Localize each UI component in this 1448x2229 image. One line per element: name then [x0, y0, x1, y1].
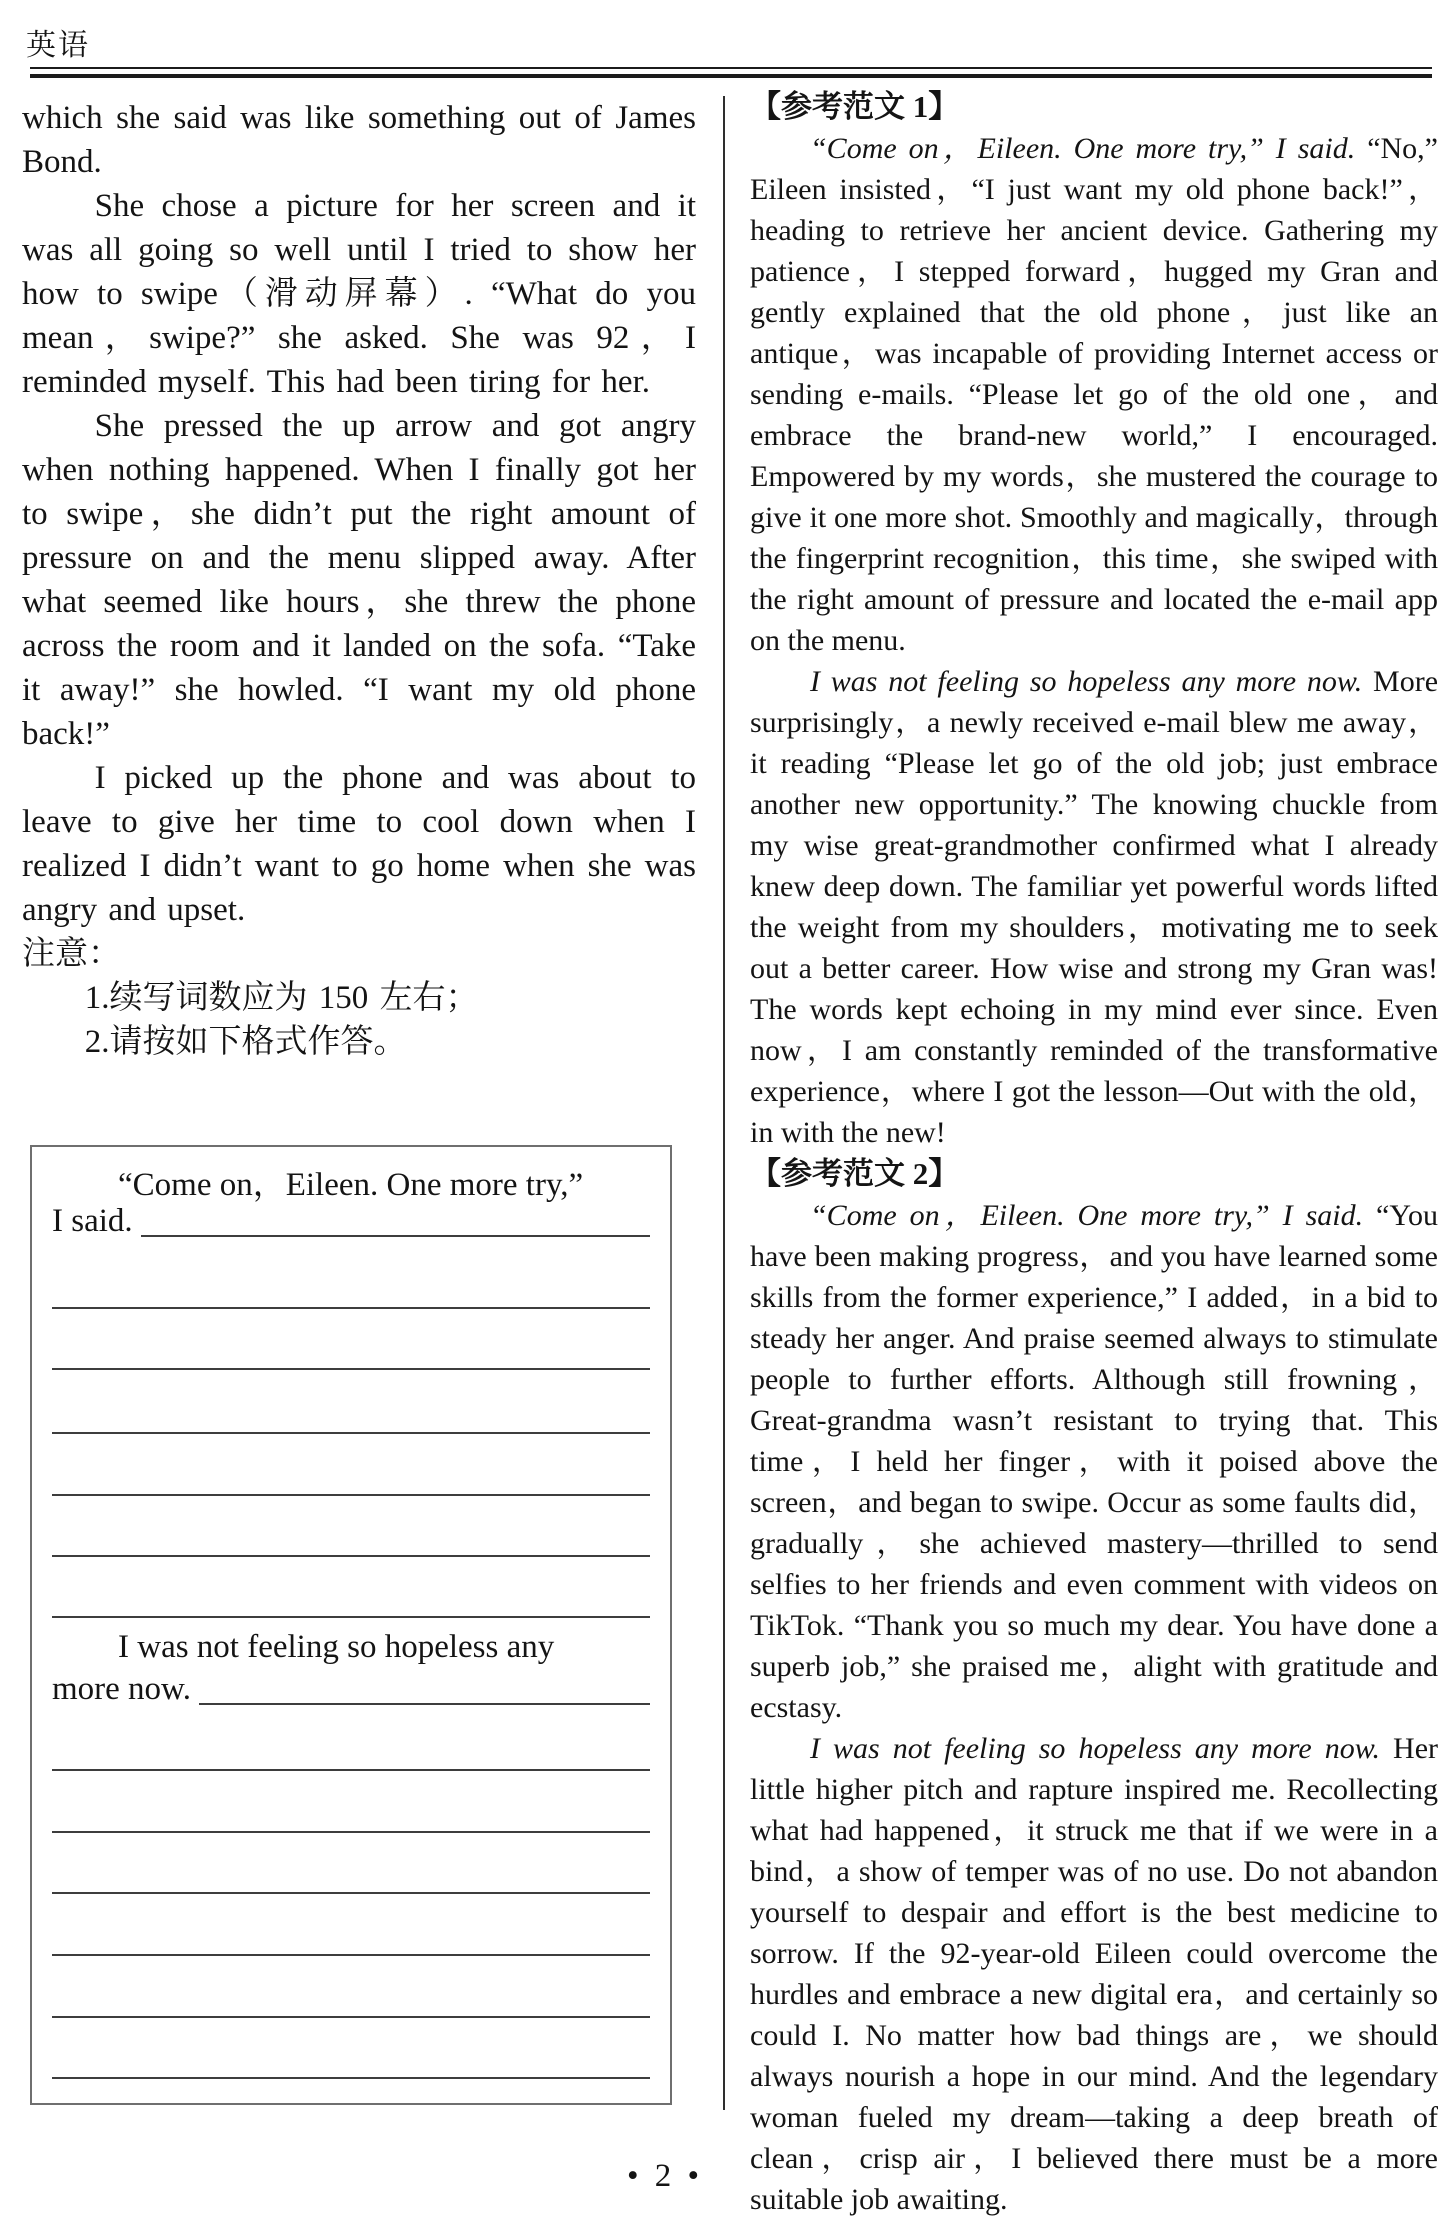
answer-prompt-2-line-2 — [52, 1667, 650, 1711]
answer-box — [30, 1145, 672, 2105]
page-title: 英语 — [26, 29, 90, 62]
answer-blank-line — [52, 1831, 650, 1833]
answer-prompt-2-line-1: I was not feeling so hopeless any — [118, 1629, 555, 1665]
answer-blank-line — [52, 2077, 650, 2079]
story-paragraph: She pressed the up arrow and got angry when nothing happened. When I finally got her to swipe，she didn’t put the right amount of pressure on and the menu slipped away. After what seemed like hours，she threw the phone across the room and it landed on the sofa. “Take it away!” she howled. “I want my old phone back!” — [22, 408, 696, 752]
note-item: 1.续写词数应为 150 左右； — [84, 980, 479, 1016]
page-number: • 2 • — [626, 2158, 704, 2194]
essay-paragraph — [750, 1728, 1438, 2220]
right-column — [750, 86, 1438, 2220]
column-divider — [723, 96, 725, 2110]
answer-prompt-1-line-1: “Come on，Eileen. One more try,” — [118, 1167, 584, 1203]
essay-paragraph — [750, 128, 1438, 661]
answer-blank-line — [199, 1703, 650, 1705]
left-column — [22, 96, 696, 1064]
story-paragraph: I picked up the phone and was about to leave to give her time to cool down when I realized I didn’t want to go home when she was angry and upset. — [22, 760, 696, 928]
answer-blank-line — [52, 1307, 650, 1309]
notes-label: 注意： — [22, 936, 121, 972]
essay-paragraph-text: “You have been making progress，and you have learned some skills from the former experience,” I added，in a bid to steady her anger. And praise seemed always to stimulate people to further efforts. Although still frowning，Great-grandma wasn’t resistant to trying that. This time，I held her finger，with it poised above the screen，and began to swipe. Occur as some faults did，gradually，she achieved mastery—thrilled to send selfies to her friends and even comment with videos on TikTok. “Thank you so much my dear. You have done a superb job,” she praised me，alight with gratitude and ecstasy. — [750, 1199, 1438, 1724]
answer-prompt-1-prefix: I said. — [52, 1203, 133, 1239]
essay-paragraph-text: More surprisingly，a newly received e-mail blew me away，it reading “Please let go of the old job; just embrace another new opportunity.” The knowing chuckle from my wise great-grandmother confirmed what I already knew deep down. The familiar yet powerful words lifted the weight from my shoulders，motivating me to seek out a better career. How wise and strong my Gran was! The words kept echoing in my mind ever since. Even now，I am constantly reminded of the transformative experience，where I got the lesson—Out with the old，in with the new! — [750, 665, 1439, 1149]
answer-blank-line — [52, 1555, 650, 1557]
essay-paragraph-text: Her little higher pitch and rapture inspired me. Recollecting what had happened，it struck me that if we were in a bind，a show of temper was of no use. Do not abandon yourself to despair and effort is the best medicine to sorrow. If the 92-year-old Eileen could overcome the hurdles and embrace a new digital era，and certainly so could I. No matter how bad things are，we should always nourish a hope in our mind. And the legendary woman fueled my dream—taking a deep breath of clean，crisp air，I believed there must be a more suitable job awaiting. — [750, 1732, 1438, 2216]
essay-italic-lead: I was not feeling so hopeless any more now. — [810, 665, 1363, 698]
answer-blank-line — [52, 1892, 650, 1894]
answer-blank-line — [52, 1494, 650, 1496]
story-paragraph: She chose a picture for her screen and it was all going so well until I tried to show her how to swipe（滑动屏幕）. “What do you mean，swipe?” she asked. She was 92，I reminded myself. This had been tiring for her. — [22, 188, 696, 400]
essay-paragraph — [750, 661, 1438, 1153]
answer-blank-line — [52, 1432, 650, 1434]
essay-italic-lead: “Come on，Eileen. One more try,” I said. — [810, 1199, 1364, 1232]
answer-blank-line — [52, 1616, 650, 1618]
header-divider — [30, 67, 1432, 78]
essay-italic-lead: I was not feeling so hopeless any more now. — [810, 1732, 1380, 1765]
note-item: 2.请按如下格式作答。 — [84, 1024, 407, 1060]
essay-paragraph-text: “No,” Eileen insisted，“I just want my old phone back!”，heading to retrieve her ancient device. Gathering my patience，I stepped forward，hugged my Gran and gently explained that the old phone，just like an antique，was incapable of providing Internet access or sending e-mails. “Please let go of the old one，and embrace the brand-new world,” I encouraged. Empowered by my words，she mustered the courage to give it one more shot. Smoothly and magically，through the fingerprint recognition，this time，she swiped with the right amount of pressure and located the e-mail app on the menu. — [750, 132, 1438, 657]
essay-paragraph — [750, 1195, 1438, 1728]
answer-prompt-1-line-2 — [52, 1199, 650, 1243]
answer-blank-line — [52, 1954, 650, 1956]
story-paragraph: which she said was like something out of James Bond. — [22, 100, 696, 180]
answer-prompt-2-prefix: more now. — [52, 1671, 191, 1707]
essay-1-heading: 【参考范文 1】 — [750, 89, 960, 124]
essay-2-heading: 【参考范文 2】 — [750, 1156, 960, 1191]
answer-blank-line — [141, 1235, 650, 1237]
essay-italic-lead: “Come on，Eileen. One more try,” I said. — [810, 132, 1356, 165]
answer-blank-line — [52, 2016, 650, 2018]
answer-blank-line — [52, 1769, 650, 1771]
answer-blank-line — [52, 1368, 650, 1370]
